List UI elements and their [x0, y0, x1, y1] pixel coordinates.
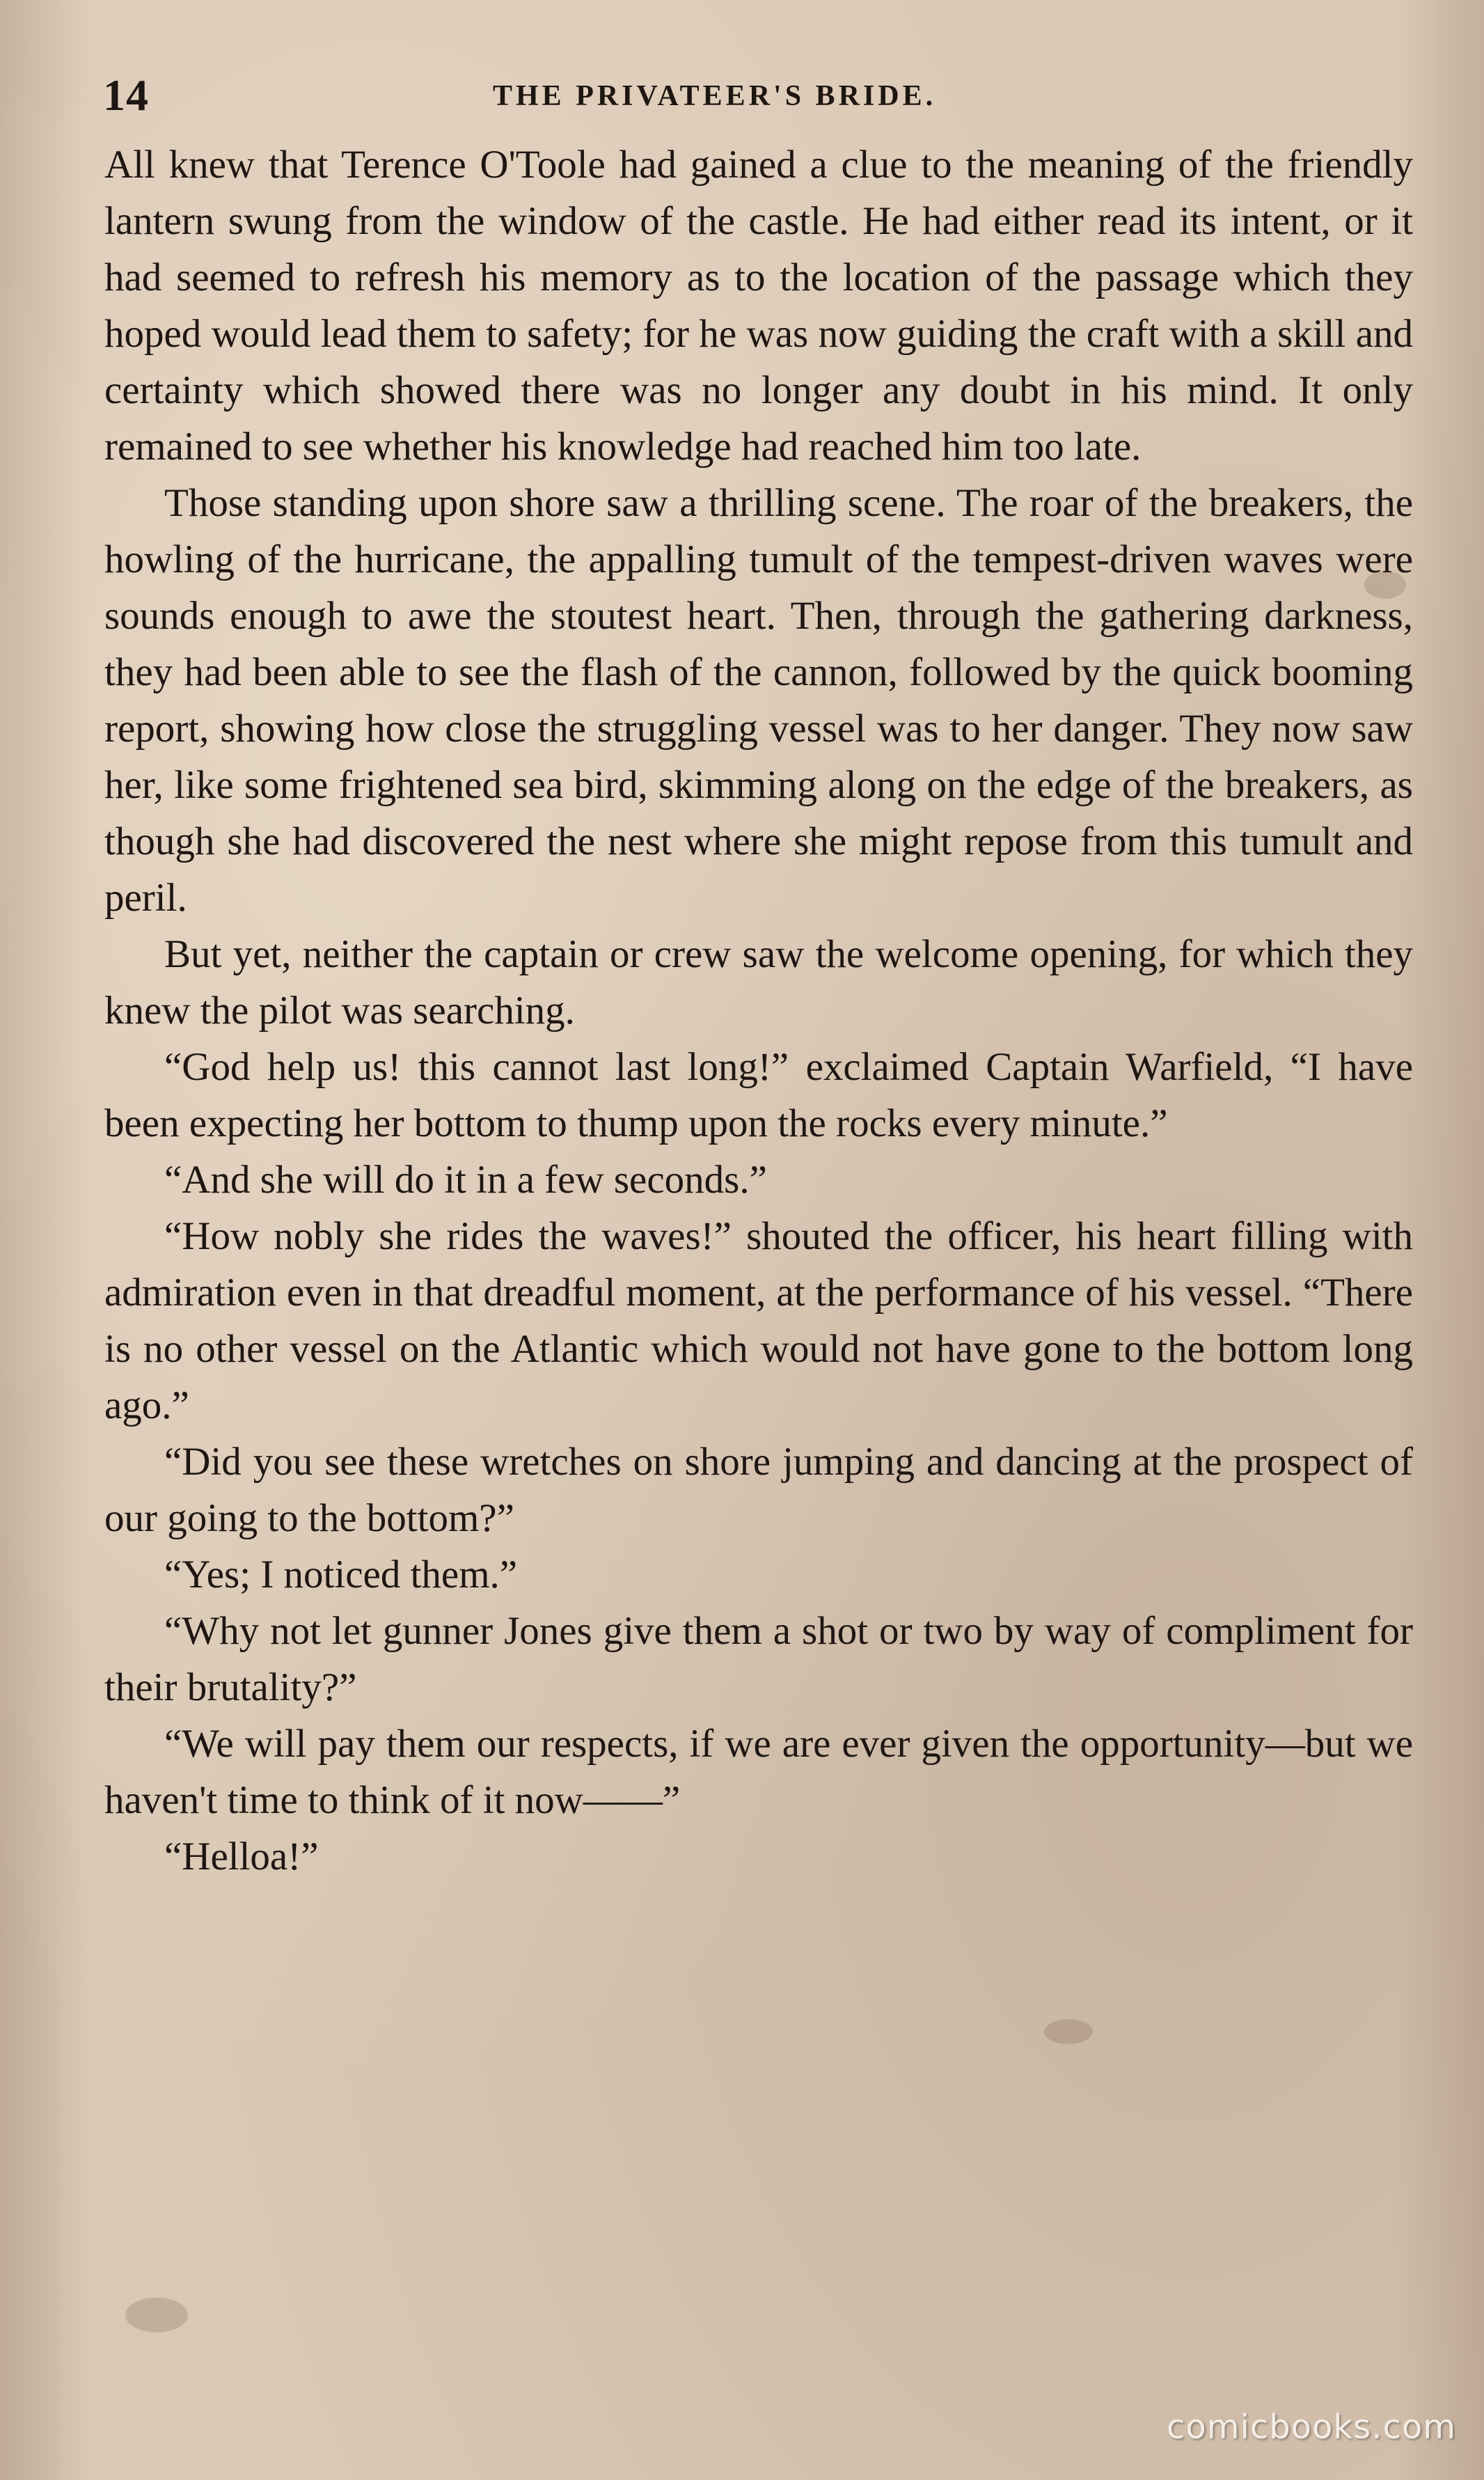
dialogue-paragraph: “And she will do it in a few seconds.”	[164, 1158, 767, 1202]
dialogue-paragraph: “Yes; I noticed them.”	[164, 1553, 518, 1596]
page-header	[103, 70, 1412, 118]
paragraph: Those standing upon shore saw a thrilling scene. The roar of the breakers, the howling of the hurricane, the appalling tumult of the tempest-driven waves were sounds enough to awe the stoutest heart. Then, through the gathering darkness, they had been able to see the flash of the cannon, followed by the quick booming report, showing how close the struggling vessel was to her danger. They now saw her, like some frightened sea bird, skimming along on the edge of the breakers, as though she had discovered the nest where she might repose from this tumult and peril.	[104, 481, 1413, 920]
page-number: 14	[103, 70, 149, 120]
dialogue-paragraph: “How nobly she rides the waves!” shouted the officer, his heart filling with admiration even in that dreadful moment, at the performance of his vessel. “There is no other vessel on the Atlantic which would not have gone to the bottom long ago.”	[104, 1214, 1413, 1427]
paper-stain	[125, 2298, 188, 2332]
paragraph: All knew that Terence O'Toole had gained a clue to the meaning of the friendly lantern swung from the window of the castle. He had either read its intent, or it had seemed to refresh his memory as to the location of the passage which they hoped would lead them to safety; for he was now guiding the craft with a skill and certainty which showed there was no longer any doubt in his mind. It only remained to see whether his knowledge had reached him too late.	[104, 143, 1413, 469]
running-title: THE PRIVATEER'S BRIDE.	[493, 80, 937, 112]
paragraph: But yet, neither the captain or crew saw the welcome opening, for which they knew the pilot was searching.	[104, 932, 1413, 1033]
body-text	[104, 136, 1413, 1885]
dialogue-paragraph: “We will pay them our respects, if we are ever given the opportunity—but we haven't time to think of it now——”	[104, 1722, 1413, 1822]
dialogue-paragraph: “God help us! this cannot last long!” exclaimed Captain Warfield, “I have been expecting her bottom to thump upon the rocks every minute.”	[104, 1045, 1413, 1145]
paper-stain	[1044, 2019, 1093, 2044]
dialogue-paragraph: “Did you see these wretches on shore jumping and dancing at the prospect of our going to the bottom?”	[104, 1440, 1413, 1540]
dialogue-paragraph: “Helloa!”	[164, 1835, 319, 1878]
watermark: comicbooks.com	[1166, 2408, 1456, 2447]
dialogue-paragraph: “Why not let gunner Jones give them a shot or two by way of compliment for their brutality?”	[104, 1609, 1413, 1709]
